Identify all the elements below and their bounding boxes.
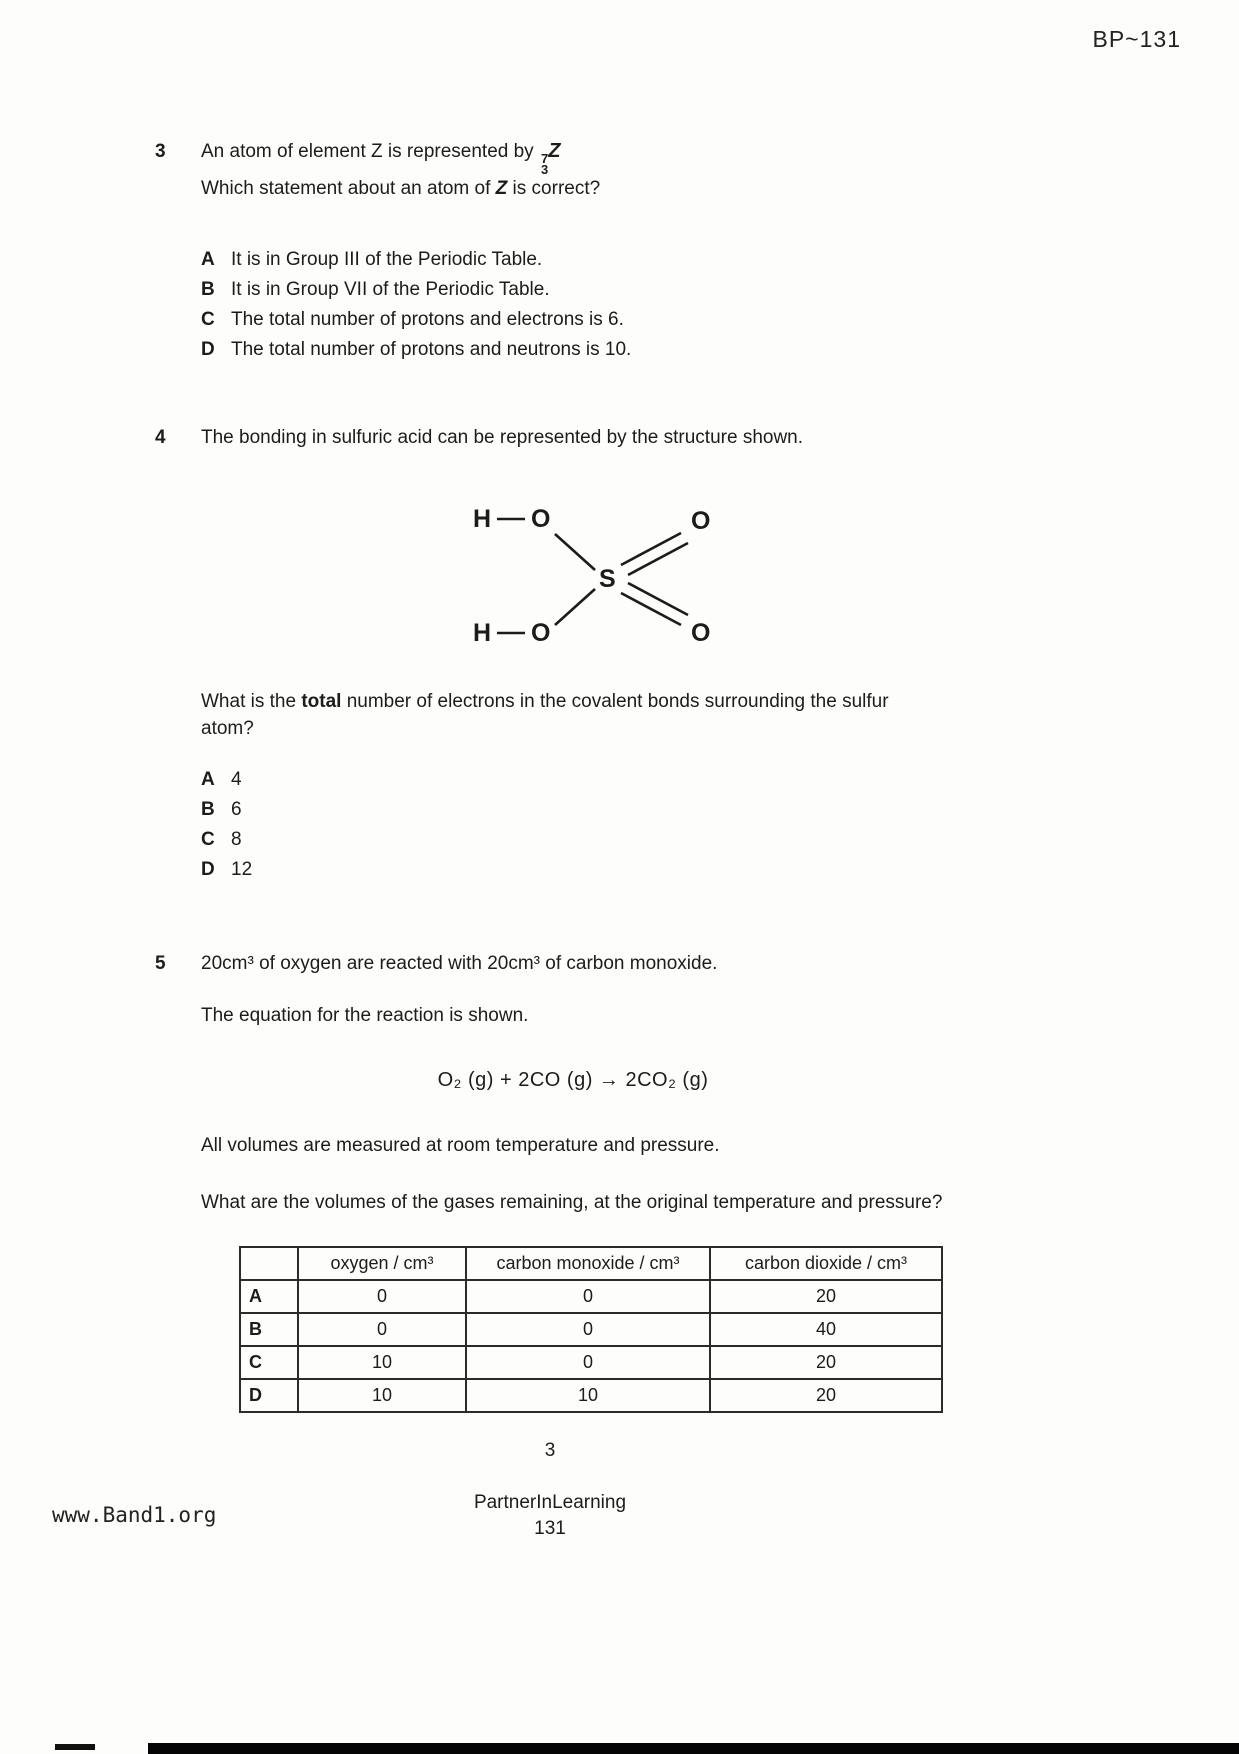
- option-b: [201, 796, 945, 823]
- question-5-question: What are the volumes of the gases remaining, at the original temperature and pressure?: [201, 1192, 943, 1213]
- option-text: 12: [231, 859, 253, 880]
- question-5: [155, 950, 945, 1413]
- mass-number: 7: [540, 151, 549, 166]
- cell-carbon-monoxide: 0: [466, 1346, 710, 1379]
- page-content: [155, 138, 945, 1413]
- scan-artifact-bar: [148, 1743, 1239, 1754]
- bond-o-s-bottom: [555, 589, 595, 625]
- atom-o-bottom-right: O: [691, 619, 711, 647]
- bond-o-s-top: [555, 534, 595, 570]
- option-text: 4: [231, 769, 242, 790]
- option-text: 6: [231, 799, 242, 820]
- cell-carbon-dioxide: 20: [710, 1346, 942, 1379]
- atomic-number: 3: [540, 162, 549, 177]
- bond-s-o-double-top-1: [621, 533, 681, 565]
- option-letter: B: [201, 799, 215, 820]
- footer-url: www.Band1.org: [52, 1503, 217, 1527]
- option-c: [201, 826, 945, 853]
- option-text: The total number of protons and electrons is 6.: [231, 309, 624, 330]
- option-letter: A: [201, 249, 215, 270]
- footer-brand-number: 131: [534, 1518, 566, 1539]
- option-letter: D: [201, 859, 215, 880]
- bond-s-o-double-top-2: [628, 543, 688, 575]
- cell-carbon-monoxide: 0: [466, 1313, 710, 1346]
- option-a: [201, 766, 945, 793]
- option-letter: C: [201, 309, 215, 330]
- table-header-row: [240, 1247, 942, 1280]
- row-letter: B: [240, 1313, 298, 1346]
- option-letter: D: [201, 339, 215, 360]
- question-3: [155, 138, 945, 366]
- cell-carbon-dioxide: 20: [710, 1379, 942, 1412]
- question-3-body: [201, 138, 945, 366]
- option-d: [201, 336, 945, 363]
- table-row: [240, 1313, 942, 1346]
- reaction-equation: O₂ (g) + 2CO (g) → 2CO₂ (g): [437, 1069, 709, 1091]
- bond-s-o-double-bottom-2: [628, 583, 688, 615]
- header-oxygen: oxygen / cm³: [298, 1247, 466, 1280]
- header-carbon-monoxide: carbon monoxide / cm³: [466, 1247, 710, 1280]
- table-row: [240, 1280, 942, 1313]
- question-5-intro: 20cm³ of oxygen are reacted with 20cm³ of carbon monoxide.: [201, 953, 718, 974]
- page-reference-code: BP~131: [1092, 26, 1181, 52]
- bond-s-o-double-bottom-1: [621, 593, 681, 625]
- cell-oxygen: 0: [298, 1313, 466, 1346]
- atom-o-top-left: O: [531, 505, 551, 533]
- cell-carbon-monoxide: 10: [466, 1379, 710, 1412]
- option-c: [201, 306, 945, 333]
- option-d: [201, 856, 945, 883]
- header-blank: [240, 1247, 298, 1280]
- option-letter: A: [201, 769, 215, 790]
- row-letter: D: [240, 1379, 298, 1412]
- row-letter: C: [240, 1346, 298, 1379]
- element-symbol: Z: [548, 140, 561, 162]
- scan-artifact-dash: [55, 1744, 95, 1750]
- atom-o-top-right: O: [691, 507, 711, 535]
- question-4: [155, 424, 945, 886]
- footer-brand: PartnerInLearning: [473, 1492, 627, 1513]
- question-4-body: [201, 424, 945, 886]
- cell-oxygen: 10: [298, 1379, 466, 1412]
- element-symbol-bold: Z: [495, 178, 508, 199]
- cell-carbon-dioxide: 40: [710, 1313, 942, 1346]
- question-5-line2: The equation for the reaction is shown.: [201, 1005, 529, 1026]
- header-carbon-dioxide: carbon dioxide / cm³: [710, 1247, 942, 1280]
- question-3-options: [201, 246, 945, 363]
- atom-o-bottom-left: O: [531, 619, 551, 647]
- row-letter: A: [240, 1280, 298, 1313]
- option-text: It is in Group VII of the Periodic Table.: [231, 279, 550, 300]
- option-text: It is in Group III of the Periodic Table.: [231, 249, 543, 270]
- table-row: [240, 1346, 942, 1379]
- footer-page-number: 3: [544, 1440, 556, 1461]
- question-5-line3: All volumes are measured at room temperature and pressure.: [201, 1135, 720, 1156]
- option-letter: B: [201, 279, 215, 300]
- table-row: [240, 1379, 942, 1412]
- cell-oxygen: 0: [298, 1280, 466, 1313]
- question-3-line2: Which statement about an atom of Z is correct?: [201, 178, 601, 199]
- atom-s: S: [599, 565, 616, 593]
- question-5-body: [201, 950, 945, 1413]
- option-text: 8: [231, 829, 242, 850]
- answer-table: [239, 1246, 943, 1413]
- question-4-question: What is the total number of electrons in the covalent bonds surrounding the sulfur atom?: [201, 691, 889, 739]
- option-b: [201, 276, 945, 303]
- emphasis-total: total: [301, 691, 342, 712]
- cell-oxygen: 10: [298, 1346, 466, 1379]
- sulfuric-acid-structure-diagram: [463, 489, 945, 654]
- option-a: [201, 246, 945, 273]
- question-4-intro: The bonding in sulfuric acid can be represented by the structure shown.: [201, 427, 804, 448]
- atom-h-bottom: H: [473, 619, 492, 647]
- question-3-number: 3: [155, 141, 166, 162]
- cell-carbon-dioxide: 20: [710, 1280, 942, 1313]
- question-3-line1: An atom of element Z is represented by 7 3 Z: [201, 140, 561, 177]
- question-4-number: 4: [155, 427, 166, 448]
- question-5-number: 5: [155, 953, 166, 974]
- option-letter: C: [201, 829, 215, 850]
- option-text: The total number of protons and neutrons is 10.: [231, 339, 632, 360]
- question-4-options: [201, 766, 945, 883]
- atom-h-top: H: [473, 505, 492, 533]
- cell-carbon-monoxide: 0: [466, 1280, 710, 1313]
